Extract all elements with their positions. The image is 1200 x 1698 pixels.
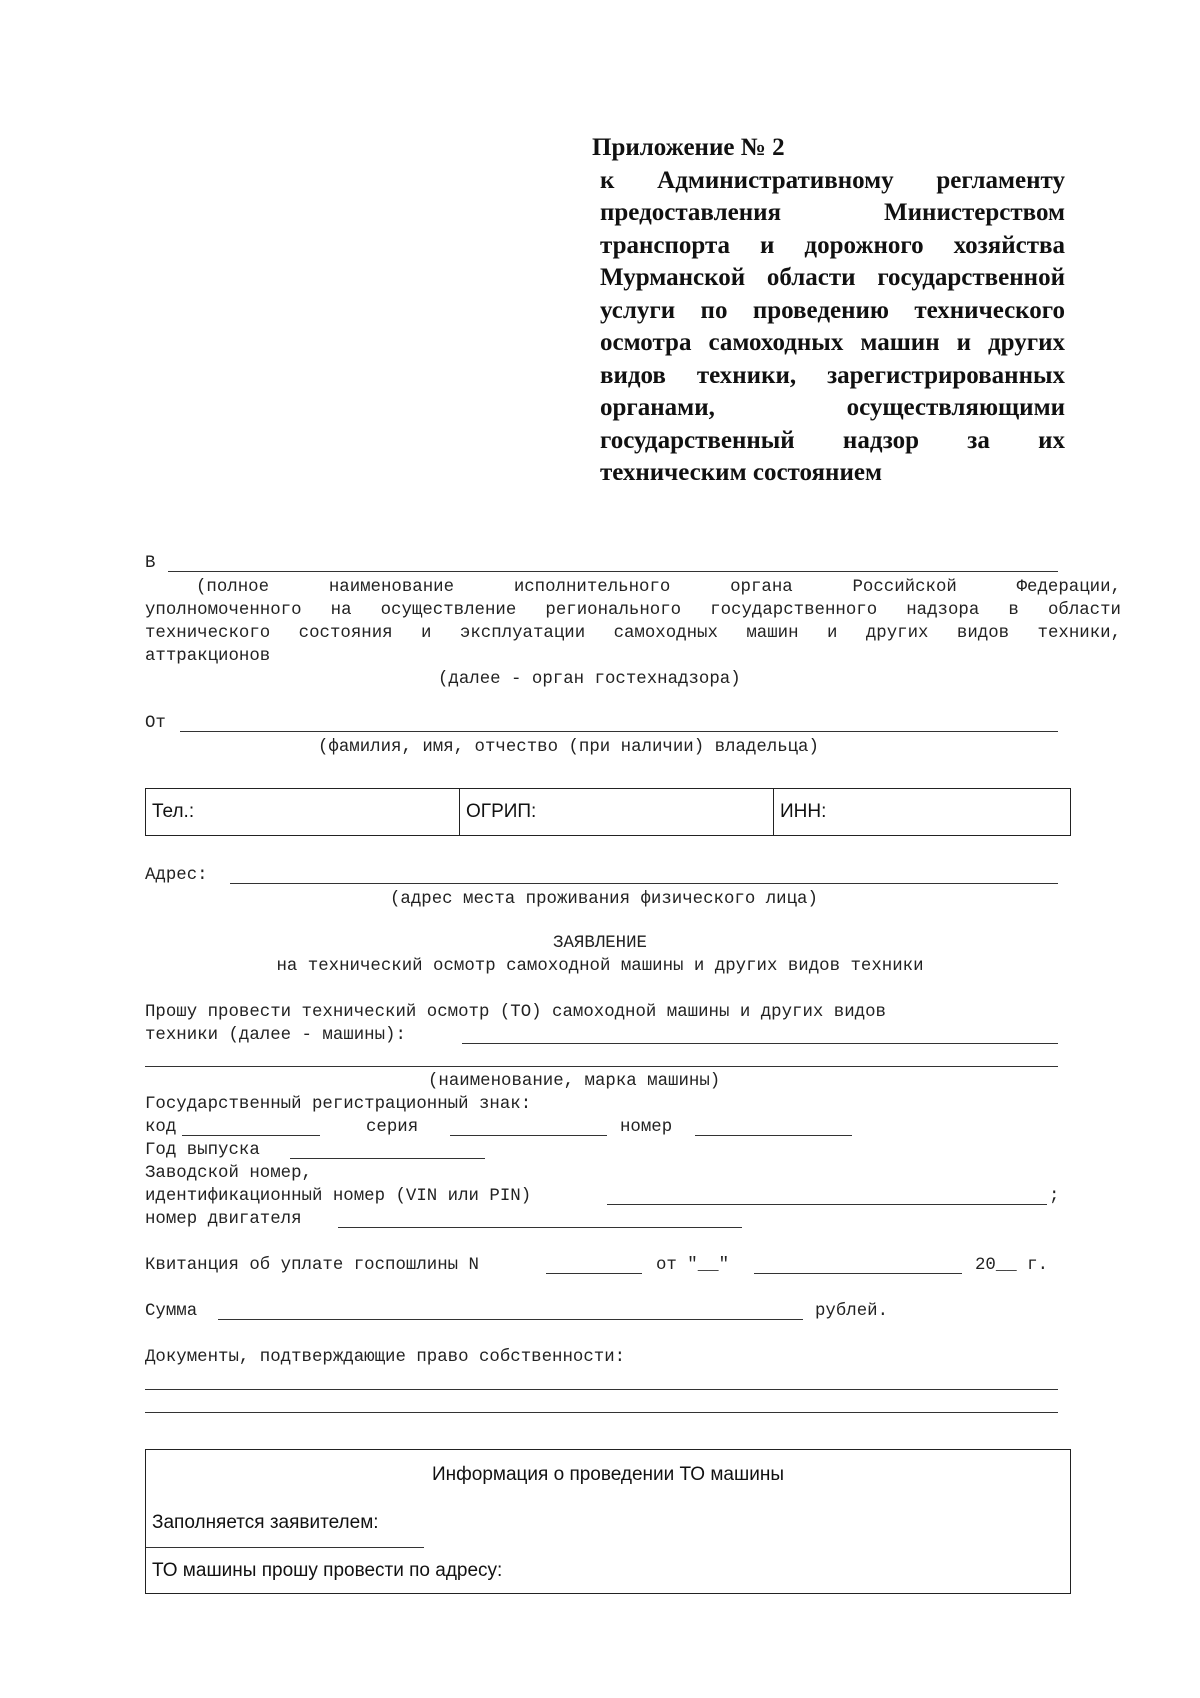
phone-cell[interactable] <box>146 789 459 835</box>
ownership-line-2[interactable] <box>145 1412 1058 1413</box>
sum-label: Сумма <box>145 1302 198 1321</box>
statement-heading: ЗАЯВЛЕНИЕ <box>553 934 647 953</box>
vin-line[interactable] <box>607 1204 1047 1205</box>
recipient-line[interactable] <box>168 571 1058 572</box>
ownership-line-1[interactable] <box>145 1389 1058 1390</box>
info-title: Информация о проведении ТО машины <box>431 1464 784 1485</box>
inspection-info-box <box>145 1449 1071 1594</box>
code-label: код <box>145 1118 177 1137</box>
annex-body: к Административному регламенту предоставления Министерством транспорта и дорожного хозяйства Мурманской области государственной услуги по проведению технического осмотра самоходных машин и других видов техники, зарегистрированных органами, осуществляющими государственный надзор за их техническим состоянием <box>600 166 1065 486</box>
recipient-hint-4: аттракционов <box>145 647 271 666</box>
receipt-from: от "__" <box>656 1256 730 1275</box>
inn-cell[interactable] <box>773 789 1070 835</box>
address-line[interactable] <box>230 883 1058 884</box>
sender-line[interactable] <box>180 731 1058 732</box>
info-filled-by: Заполняется заявителем: <box>152 1512 379 1533</box>
sum-line[interactable] <box>218 1319 803 1320</box>
recipient-hint-2: уполномоченного на осуществление регионального государственного надзора в области <box>145 601 1121 620</box>
engine-label: номер двигателя <box>145 1210 302 1229</box>
sender-hint: (фамилия, имя, отчество (при наличии) владельца) <box>318 738 819 757</box>
contact-table <box>145 788 1071 836</box>
request-line-2: техники (далее - машины): <box>145 1026 406 1045</box>
number-label: номер <box>620 1118 673 1137</box>
request-line-1: Прошу провести технический осмотр (ТО) самоходной машины и других видов <box>145 1003 886 1022</box>
ogrip-label: ОГРИП: <box>466 801 537 822</box>
receipt-number-line[interactable] <box>546 1273 642 1274</box>
vin-label: идентификационный номер (VIN или PIN) <box>145 1187 532 1206</box>
engine-line[interactable] <box>338 1227 742 1228</box>
machine-hint: (наименование, марка машины) <box>428 1072 721 1091</box>
year-line[interactable] <box>290 1158 485 1159</box>
receipt-label: Квитанция об уплате госпошлины N <box>145 1256 479 1275</box>
year-label: Год выпуска <box>145 1141 260 1160</box>
phone-label: Тел.: <box>152 801 195 822</box>
sender-prefix: От <box>145 714 166 733</box>
machine-line-1[interactable] <box>462 1043 1058 1044</box>
ownership-label: Документы, подтверждающие право собственности: <box>145 1348 626 1367</box>
machine-line-2[interactable] <box>145 1066 1058 1067</box>
reg-sign-label: Государственный регистрационный знак: <box>145 1095 532 1114</box>
statement-subheading: на технический осмотр самоходной машины и других видов техники <box>276 957 924 976</box>
address-hint: (адрес места проживания физического лица) <box>390 890 818 909</box>
address-prefix: Адрес: <box>145 866 208 885</box>
serial-label: Заводской номер, <box>145 1164 312 1183</box>
annex-header <box>592 132 1065 490</box>
inn-label: ИНН: <box>780 801 827 822</box>
number-line[interactable] <box>695 1135 852 1136</box>
vin-end: ; <box>1049 1187 1060 1206</box>
info-address-request[interactable]: ТО машины прошу провести по адресу: <box>152 1560 503 1581</box>
recipient-hint-3: технического состояния и эксплуатации самоходных машин и других видов техники, <box>145 624 1121 643</box>
receipt-year: 20__ г. <box>975 1256 1049 1275</box>
series-label: серия <box>366 1118 419 1137</box>
receipt-date-line[interactable] <box>754 1273 962 1274</box>
code-line[interactable] <box>182 1135 320 1136</box>
info-separator <box>146 1547 424 1548</box>
annex-title: Приложение № 2 <box>592 134 785 161</box>
series-line[interactable] <box>450 1135 607 1136</box>
recipient-prefix: В <box>145 554 156 573</box>
ogrip-cell[interactable] <box>459 789 773 835</box>
sum-unit: рублей. <box>815 1302 889 1321</box>
recipient-hint-1: (полное наименование исполнительного органа Российской Федерации, <box>196 578 1121 597</box>
recipient-hint-5: (далее - орган гостехнадзора) <box>438 670 741 689</box>
